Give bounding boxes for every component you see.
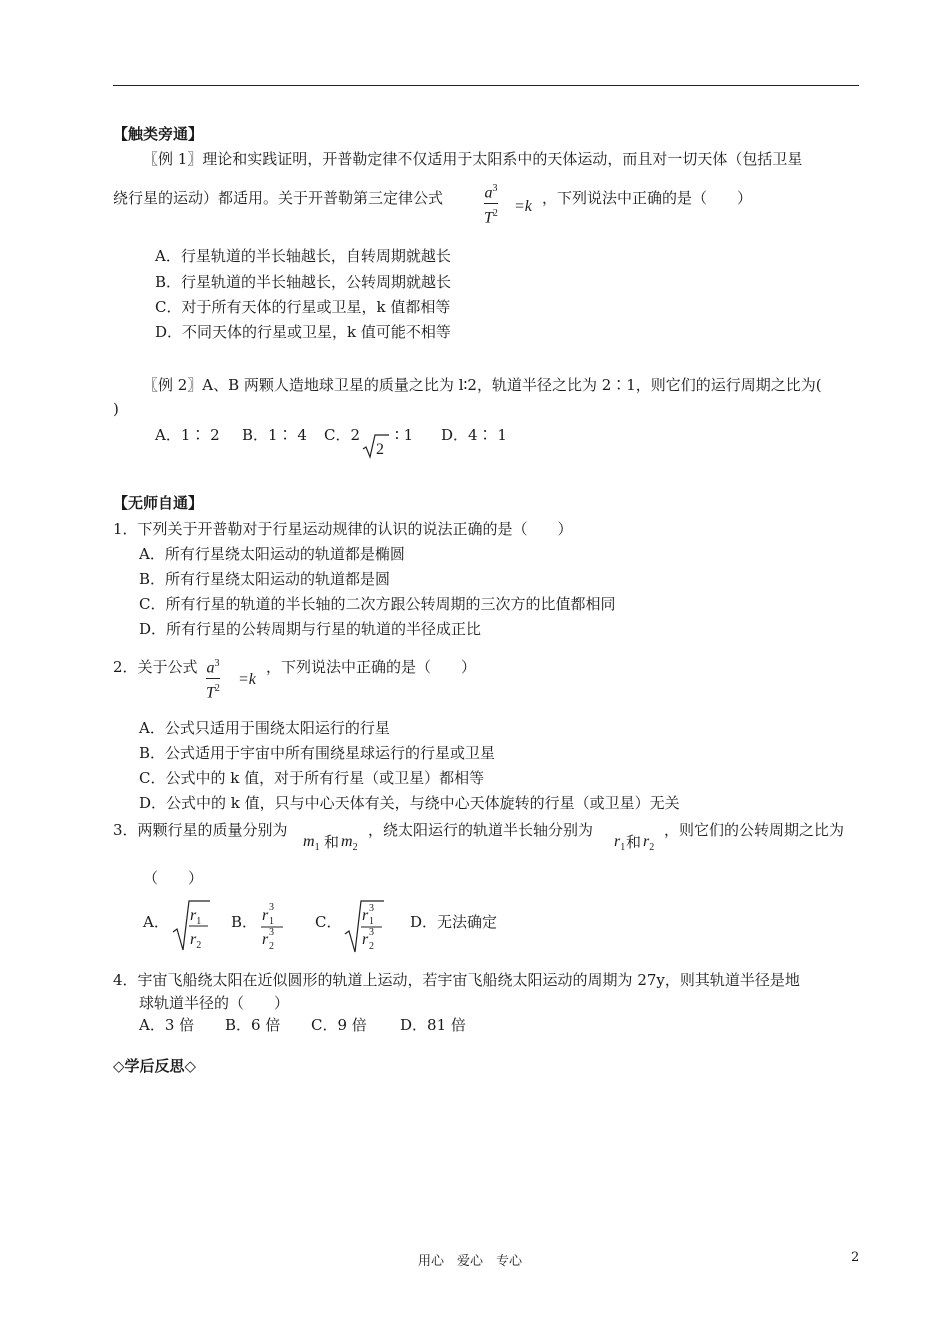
question4-option-b: B．6 倍	[225, 1016, 281, 1034]
sqrt2-symbol	[362, 433, 390, 459]
header-rule	[113, 85, 859, 86]
reflection-heading: ◇学后反思◇	[113, 1057, 197, 1075]
radius-r2: $r_2$	[643, 833, 655, 854]
svg-text:1: 1	[369, 916, 374, 927]
example2-line1: 〖例 2〗A、B 两颗人造地球卫星的质量之比为 l∶2，轨道半径之比为 2∶1，则它们的运行周期之比为(	[143, 376, 822, 394]
page-number: 2	[851, 1250, 860, 1265]
question2-stem-pre: 2．关于公式	[113, 658, 198, 676]
question3-and2: 和	[626, 833, 642, 851]
option-a-sqrt-ratio	[171, 898, 211, 952]
example2-option-b: B．1∶ 4	[242, 426, 307, 444]
svg-text:2: 2	[369, 941, 374, 952]
radius-r1: $r_1$	[614, 833, 626, 854]
svg-text:3: 3	[269, 902, 274, 913]
question1-option-b: B．所有行星绕太阳运动的轨道都是圆	[139, 570, 391, 588]
example1-option-c: C．对于所有天体的行星或卫星，k 值都相等	[155, 298, 451, 316]
question3-option-c-label: C．	[315, 913, 342, 931]
question3-option-a-label: A．	[143, 913, 169, 931]
kepler-formula-fraction: $a^3$ $T^2$	[484, 183, 498, 227]
svg-text:r1: $r_1$	[190, 907, 202, 927]
mass-m2: $m_2$	[341, 833, 358, 854]
question3-option-b-label: B．	[231, 913, 258, 931]
example1-line2-post: ，下列说法中正确的是（ ）	[542, 189, 753, 207]
question4-option-a: A．3 倍	[139, 1016, 195, 1034]
question3-stem-post: ，则它们的公转周期之比为	[664, 821, 845, 839]
example1-option-d: D．不同天体的行星或卫星，k 值可能不相等	[155, 323, 451, 341]
example2-option-d: D．4∶ 1	[441, 426, 507, 444]
question2-stem-post: ，下列说法中正确的是（ ）	[266, 658, 477, 676]
example1-line2-pre: 绕行星的运动）都适用。关于开普勒第三定律公式	[113, 189, 444, 207]
question1-option-c: C．所有行星的轨道的半长轴的二次方跟公转周期的三次方的比值都相同	[139, 595, 616, 613]
example2-option-c-pre: C．2	[324, 426, 361, 444]
svg-text:r: r	[262, 907, 269, 924]
footer-motto: 用心 爱心 专心	[418, 1254, 523, 1269]
example1-option-a: A．行星轨道的半长轴越长，自转周期就越长	[155, 247, 451, 265]
section-heading-self: 【无师自通】	[113, 494, 204, 512]
question3-stem-mid: ，绕太阳运行的轨道半长轴分别为	[368, 821, 594, 839]
question3-stem-pre: 3．两颗行星的质量分别为	[113, 821, 288, 839]
svg-text:r: r	[362, 907, 369, 924]
svg-text:r2: $r_2$	[190, 931, 202, 951]
question2-formula-k: =k	[238, 671, 256, 688]
example1-option-b: B．行星轨道的半长轴越长，公转周期就越长	[155, 273, 452, 291]
svg-text:r: r	[262, 931, 269, 948]
svg-text:2: 2	[269, 941, 274, 952]
question4-option-d: D．81 倍	[400, 1016, 466, 1034]
example1-line1: 〖例 1〗理论和实践证明，开普勒定律不仅适用于太阳系中的天体运动，而且对一切天体（包括卫星	[143, 150, 803, 168]
option-c-sqrt-ratio	[343, 898, 385, 954]
svg-text:2: 2	[376, 441, 384, 458]
svg-text:3: 3	[269, 927, 274, 938]
question4-line2: 球轨道半径的（ ）	[139, 994, 290, 1012]
example2-line2: )	[113, 400, 119, 418]
question2-option-c: C．公式中的 k 值，对于所有行星（或卫星）都相等	[139, 769, 485, 787]
question4-line1: 4．宇宙飞船绕太阳在近似圆形的轨道上运动，若宇宙飞船绕太阳运动的周期为 27y，则其轨道半径是地	[113, 971, 800, 989]
question3-option-d: D．无法确定	[410, 913, 498, 931]
question2-option-a: A．公式只适用于围绕太阳运行的行星	[139, 719, 390, 737]
svg-text:1: 1	[269, 916, 274, 927]
mass-m1: $m_1$	[303, 833, 320, 854]
question3-and1: 和	[324, 833, 340, 851]
option-b-ratio	[259, 900, 287, 952]
example2-option-c-post: ∶ 1	[395, 426, 414, 444]
section-heading-touch: 【触类旁通】	[113, 125, 204, 143]
question3-blank: （ ）	[143, 869, 204, 887]
question1-option-d: D．所有行星的公转周期与行星的轨道的半径成正比	[139, 620, 482, 638]
question1-option-a: A．所有行星绕太阳运动的轨道都是椭圆	[139, 545, 405, 563]
svg-text:3: 3	[369, 903, 374, 914]
svg-text:r: r	[362, 931, 369, 948]
example2-option-a: A．1∶ 2	[155, 426, 220, 444]
question1-stem: 1．下列关于开普勒对于行星运动规律的认识的说法正确的是（ ）	[113, 520, 573, 538]
svg-text:3: 3	[369, 927, 374, 938]
kepler-formula-k: =k	[514, 198, 532, 215]
question2-option-d: D．公式中的 k 值，只与中心天体有关，与绕中心天体旋转的行星（或卫星）无关	[139, 794, 680, 812]
question2-formula-fraction: $a^3$ $T^2$	[206, 658, 220, 702]
question4-option-c: C．9 倍	[311, 1016, 367, 1034]
question2-option-b: B．公式适用于宇宙中所有围绕星球运行的行星或卫星	[139, 744, 496, 762]
